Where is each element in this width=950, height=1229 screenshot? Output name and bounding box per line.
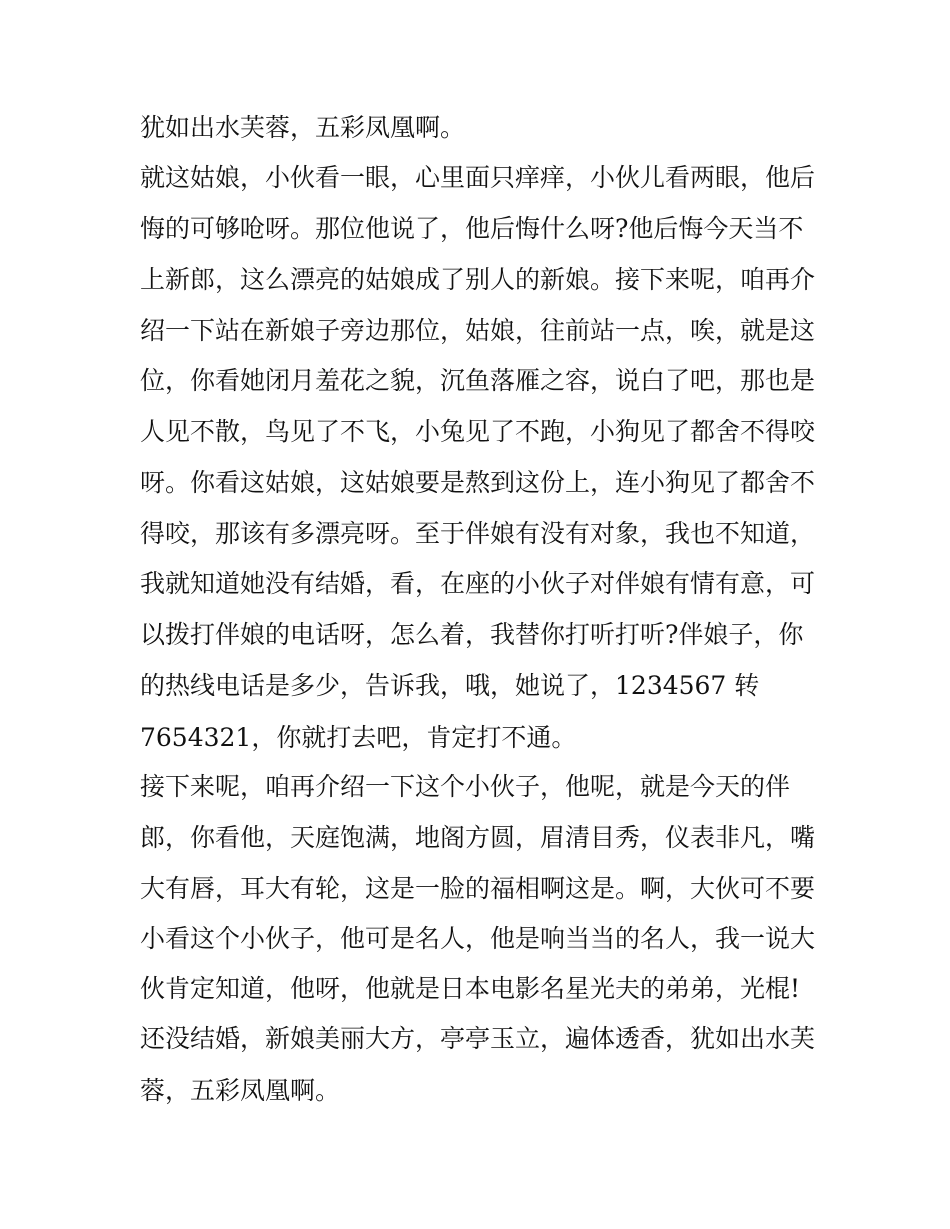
text-line: 就这姑娘，小伙看一眼，心里面只痒痒，小伙儿看两眼，他后	[140, 163, 816, 192]
text-line: 位，你看她闭月羞花之貌，沉鱼落雁之容，说白了吧，那也是	[140, 366, 816, 395]
text-line: 悔的可够呛呀。那位他说了，他后悔什么呀?他后悔今天当不	[140, 214, 804, 243]
text-line: 伙肯定知道，他呀，他就是日本电影名星光夫的弟弟，光棍!	[140, 974, 801, 1003]
text-line: 小看这个小伙子，他可是名人，他是响当当的名人，我一说大	[140, 924, 816, 953]
text-line: 大有唇，耳大有轮，这是一脸的福相啊这是。啊，大伙可不要	[140, 874, 816, 903]
text-line: 绍一下站在新娘子旁边那位，姑娘，往前站一点，唉，就是这	[140, 316, 816, 345]
text-line: 接下来呢，咱再介绍一下这个小伙子，他呢，就是今天的伴	[140, 772, 791, 801]
text-line: 上新郎，这么漂亮的姑娘成了别人的新娘。接下来呢，咱再介	[140, 265, 816, 294]
text-line: 呀。你看这姑娘，这姑娘要是熬到这份上，连小狗见了都舍不	[140, 468, 816, 497]
text-line: 7654321，你就打去吧，肯定打不通。	[140, 723, 577, 752]
text-line: 人见不散，鸟见了不飞，小兔见了不跑，小狗见了都舍不得咬	[140, 417, 816, 446]
text-line: 还没结婚，新娘美丽大方，亭亭玉立，遍体透香，犹如出水芙	[140, 1024, 816, 1053]
text-line: 我就知道她没有结婚，看，在座的小伙子对伴娘有情有意，可	[140, 569, 816, 598]
text-line: 犹如出水芙蓉，五彩凤凰啊。	[140, 113, 466, 142]
text-line: 的热线电话是多少，告诉我，哦，她说了，1234567 转	[140, 671, 760, 700]
text-line: 以拨打伴娘的电话呀，怎么着，我替你打听打听?伴娘子，你	[140, 620, 804, 649]
text-line: 郎，你看他，天庭饱满，地阁方圆，眉清目秀，仪表非凡，嘴	[140, 823, 816, 852]
text-line: 得咬，那该有多漂亮呀。至于伴娘有没有对象，我也不知道，	[140, 519, 816, 548]
text-line: 蓉，五彩凤凰啊。	[140, 1076, 341, 1105]
